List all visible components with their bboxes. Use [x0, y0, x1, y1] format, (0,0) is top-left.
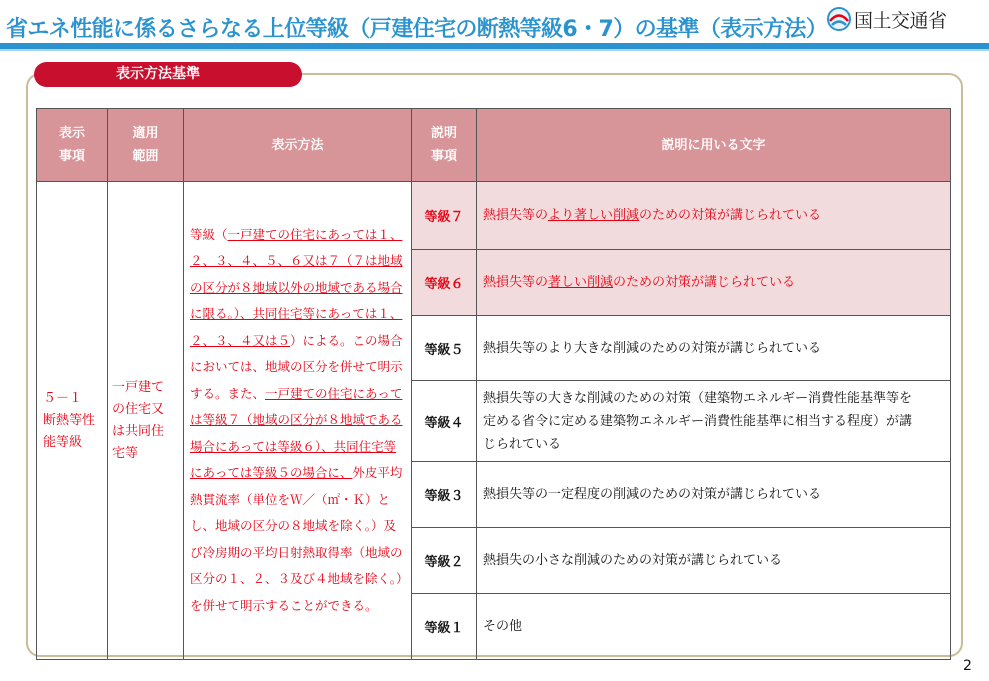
table-row [37, 182, 951, 250]
description-cell: 熱損失等のより大きな削減のための対策が講じられている [477, 316, 951, 381]
standards-table [36, 108, 951, 660]
ministry-name: 国土交通省 [854, 10, 947, 32]
ministry-logo [826, 2, 986, 36]
section-tag-label: 表示方法基準 [116, 66, 200, 82]
grade-cell: 等級７ [412, 182, 477, 250]
grade-cell: 等級３ [412, 462, 477, 528]
mlit-emblem-icon [826, 6, 852, 32]
scope-cell: 一戸建て の住宅又 は共同住 宅等 [108, 182, 184, 660]
grade-cell: 等級１ [412, 594, 477, 660]
section-tag [34, 62, 302, 87]
description-cell: 熱損失等の一定程度の削減のための対策が講じられている [477, 462, 951, 528]
header-scope: 適用 範囲 [108, 109, 184, 182]
page-title: 省エネ性能に係るさらなる上位等級（戸建住宅の断熱等級6・7）の基準（表示方法） [6, 17, 828, 42]
header-item: 表示 事項 [37, 109, 108, 182]
grade-cell: 等級４ [412, 381, 477, 462]
description-cell: 熱損失等の大きな削減のための対策（建築物エネルギー消費性能基準等を 定める省令に定める建築物エネルギー消費性能基準に相当する程度）が講 じられている [477, 381, 951, 462]
grade-cell: 等級２ [412, 528, 477, 594]
description-cell: 熱損失等の著しい削減のための対策が講じられている [477, 250, 951, 316]
header-text: 説明に用いる文字 [477, 109, 951, 182]
table-header-row [37, 109, 951, 182]
grade-cell: 等級５ [412, 316, 477, 381]
description-cell: 熱損失の小さな削減のための対策が講じられている [477, 528, 951, 594]
description-cell: 熱損失等のより著しい削減のための対策が講じられている [477, 182, 951, 250]
method-cell: 等級（一戸建ての住宅にあっては１、２、３、４、５、６又は７（７は地域の区分が８地域以外の地域である場合に限る。）、共同住宅等にあっては１、２、３、４又は５）による。この場合においては、地域の区分を併せて明示する。また、一戸建ての住宅にあっては等級７（地域の区分が８地域である場合にあっては等級６）、共同住宅等にあっては等級５の場合に、外皮平均熱貫流率（単位をＷ／（㎡・Ｋ）とし、地域の区分の８地域を除く。）及び冷房期の平均日射熱取得率（地域の区分の１、２、３及び４地域を除く。）を併せて明示することができる。 [184, 182, 412, 660]
grade-cell: 等級６ [412, 250, 477, 316]
item-cell: ５－１ 断熱等性 能等級 [37, 182, 108, 660]
header-method: 表示方法 [184, 109, 412, 182]
description-cell: その他 [477, 594, 951, 660]
header-explain: 説明 事項 [412, 109, 477, 182]
header-divider-light [0, 49, 989, 51]
page-number: 2 [963, 658, 972, 674]
